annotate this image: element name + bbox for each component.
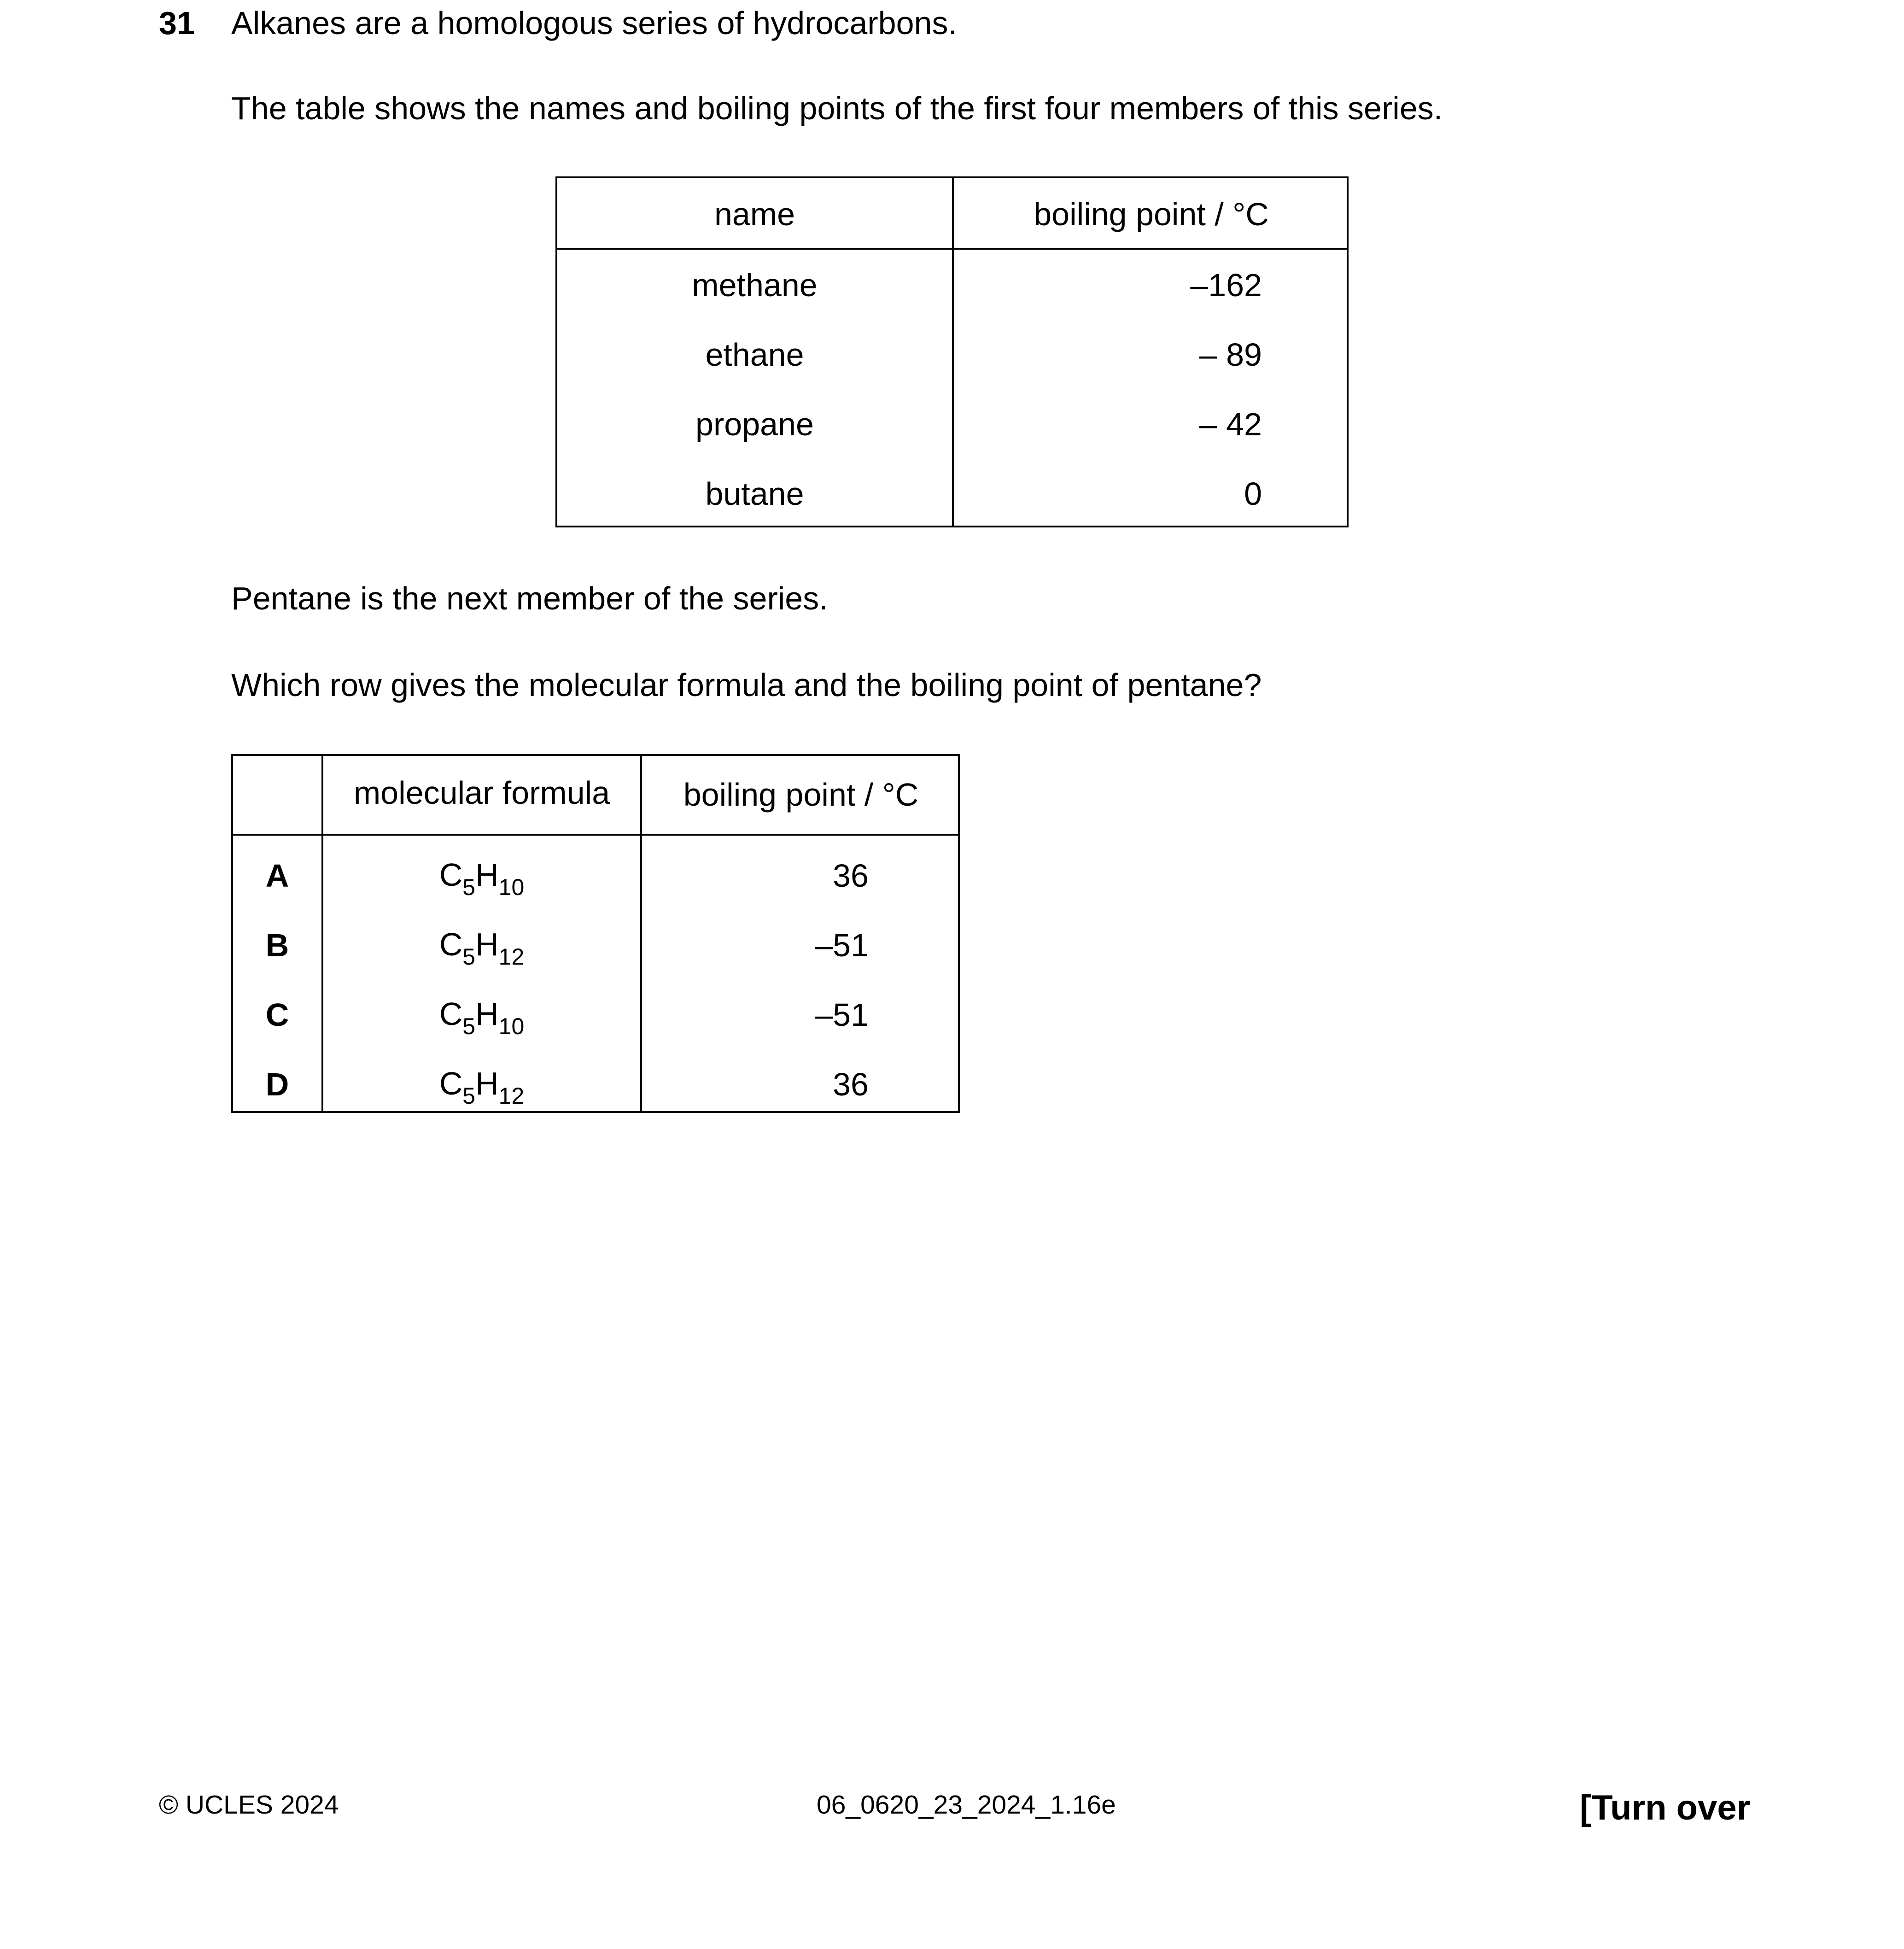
- option-letter: A: [265, 858, 289, 894]
- header-divider: [233, 834, 958, 836]
- question-number: 31: [159, 5, 195, 41]
- question-prompt: Which row gives the molecular formula and the boiling point of pentane?: [231, 667, 1262, 703]
- alkane-boiling-point: 0: [1244, 476, 1262, 512]
- alkane-table: [555, 176, 1349, 527]
- options-table: [231, 754, 960, 1113]
- option-formula: $C_5H_{10}$: [439, 857, 525, 900]
- alkane-name: methane: [692, 267, 818, 303]
- copyright: © UCLES 2024: [159, 1790, 339, 1820]
- option-boiling-point: –51: [815, 927, 869, 963]
- option-formula: $C_5H_{10}$: [439, 996, 525, 1039]
- header-boiling-point: boiling point / °C: [1034, 196, 1269, 232]
- paper-code: 06_0620_23_2024_1.16e: [817, 1790, 1116, 1820]
- header-boiling-point: boiling point / °C: [683, 777, 919, 813]
- option-formula: $C_5H_{12}$: [439, 1065, 525, 1109]
- option-letter: D: [265, 1066, 289, 1102]
- turn-over: [Turn over: [1580, 1788, 1751, 1827]
- option-boiling-point: 36: [833, 858, 869, 894]
- next-member-text: Pentane is the next member of the series.: [231, 580, 828, 616]
- option-boiling-point: –51: [815, 997, 869, 1033]
- alkane-boiling-point: –162: [1190, 267, 1262, 303]
- table-intro: The table shows the names and boiling points of the first four members of this series.: [231, 90, 1443, 126]
- alkane-name: propane: [695, 406, 814, 442]
- alkane-boiling-point: – 42: [1199, 406, 1262, 442]
- question-intro: Alkanes are a homologous series of hydrocarbons.: [231, 5, 957, 41]
- header-molecular-formula: molecular formula: [353, 775, 610, 811]
- header-divider: [557, 248, 1347, 250]
- alkane-name: ethane: [705, 337, 804, 373]
- option-letter: B: [265, 927, 289, 963]
- option-letter: C: [265, 997, 289, 1033]
- header-name: name: [714, 196, 795, 232]
- option-formula: $C_5H_{12}$: [439, 926, 525, 970]
- alkane-boiling-point: – 89: [1199, 337, 1262, 373]
- alkane-name: butane: [705, 476, 804, 512]
- option-boiling-point: 36: [833, 1066, 869, 1102]
